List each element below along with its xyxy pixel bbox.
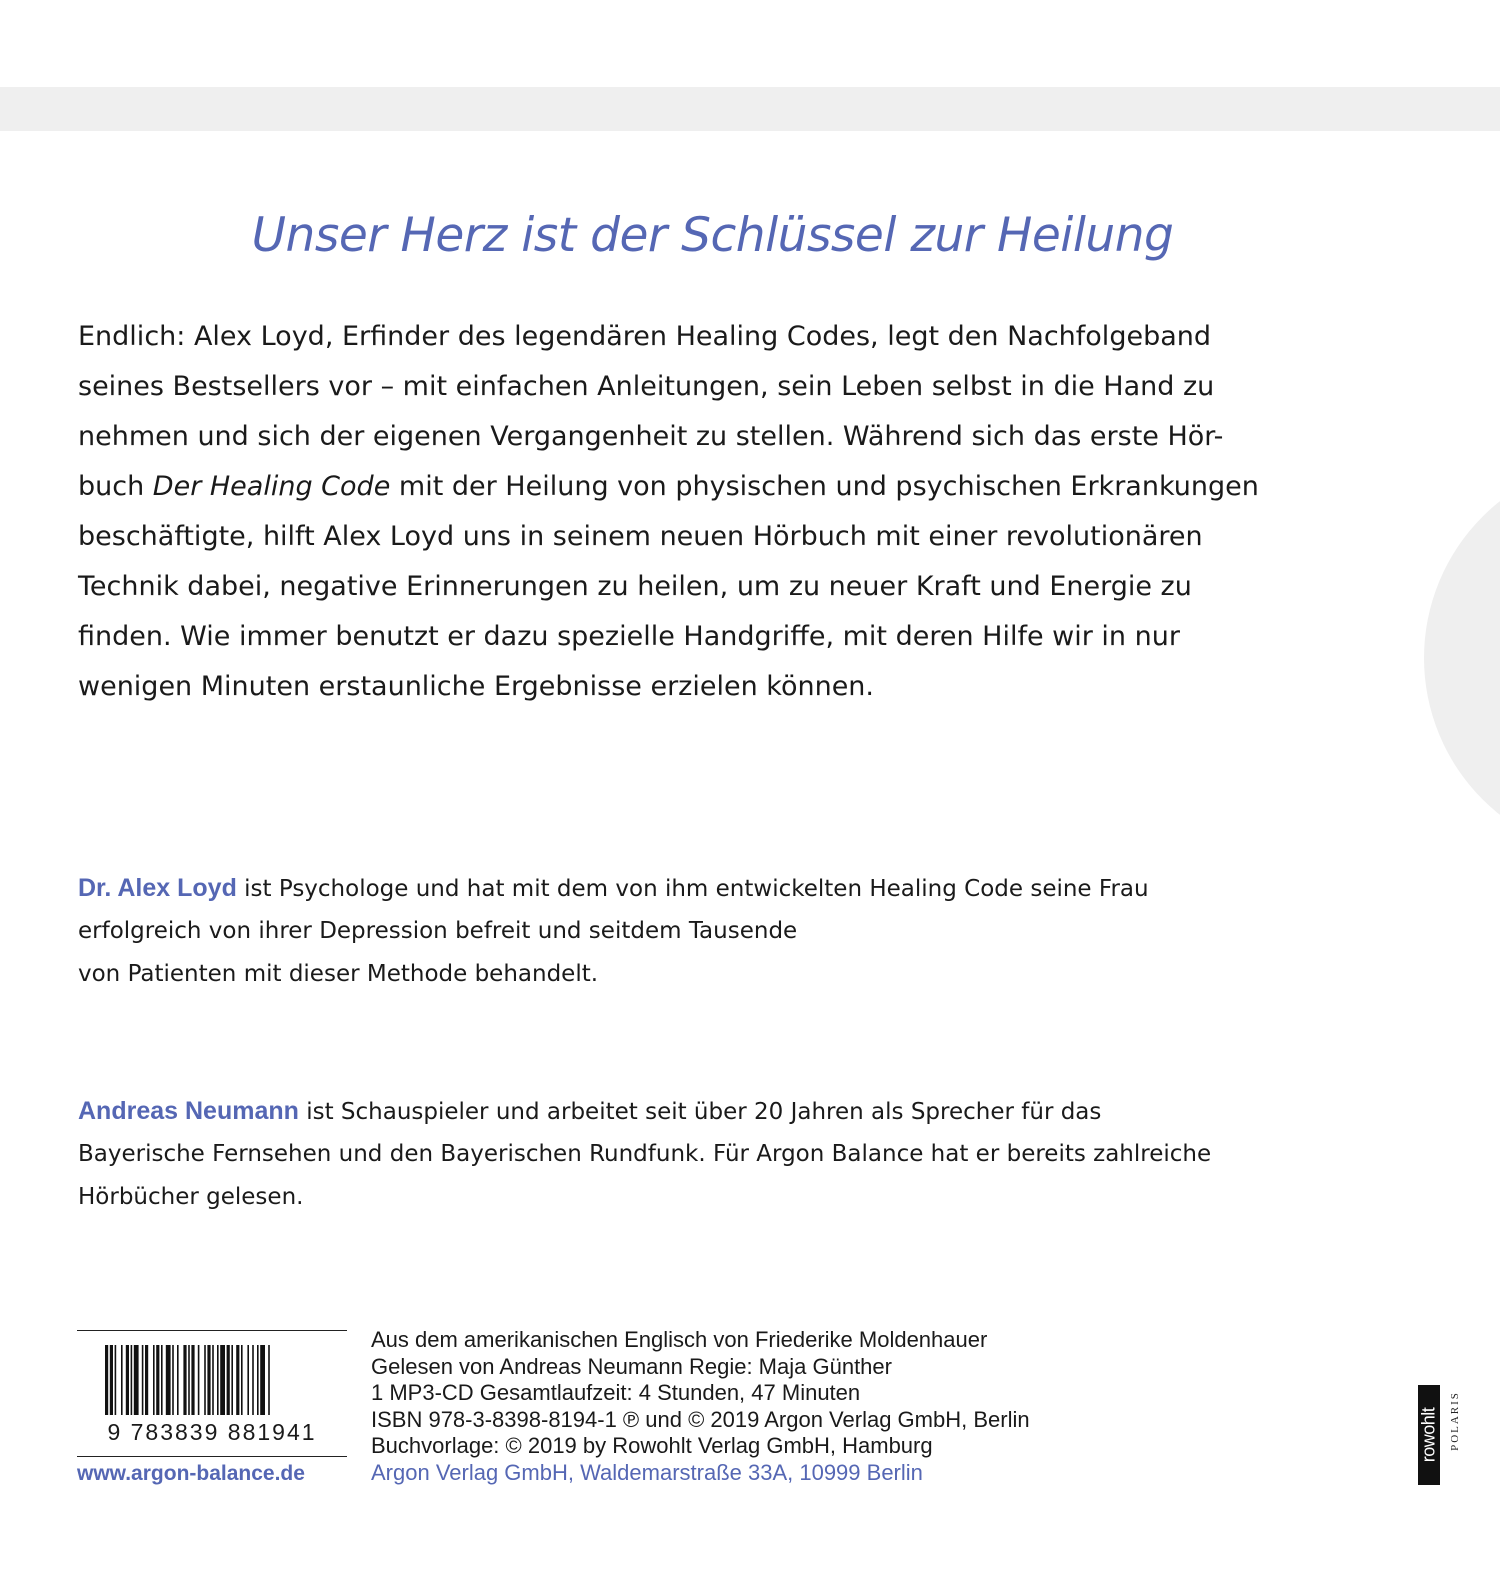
barcode-bar <box>252 1345 254 1415</box>
credit-line: Buchvorlage: © 2019 by Rowohlt Verlag GmbH, Hamburg <box>371 1433 933 1458</box>
blurb-line: seines Bestsellers vor – mit einfachen Anleitungen, sein Leben selbst in die Hand zu <box>78 371 1215 402</box>
publisher-address: Argon Verlag GmbH, Waldemarstraße 33A, 10999 Berlin <box>371 1459 923 1485</box>
bio-line <box>78 867 1378 910</box>
barcode-bar <box>110 1345 113 1415</box>
barcode-bar <box>257 1345 259 1415</box>
barcode-bar <box>217 1345 219 1415</box>
barcode-bar <box>212 1345 214 1415</box>
narrator-name: Andreas Neumann <box>78 1097 299 1125</box>
barcode-bar <box>131 1345 133 1415</box>
bio-line: erfolgreich von ihrer Depression befreit und seitdem Tausende <box>78 918 798 944</box>
blurb-line: Technik dabei, negative Erinnerungen zu heilen, um zu neuer Kraft und Energie zu <box>78 571 1192 602</box>
barcode-bar <box>172 1345 174 1415</box>
barcode-bar <box>241 1345 243 1415</box>
blurb-line: Endlich: Alex Loyd, Erfinder des legendären Healing Codes, legt den Nachfolgeband <box>78 321 1211 352</box>
barcode-bar <box>142 1345 144 1415</box>
barcode-bar <box>153 1345 155 1415</box>
barcode-bar <box>236 1345 239 1415</box>
barcode-bar <box>207 1345 210 1415</box>
barcode-bar <box>166 1345 171 1415</box>
barcode-bar <box>220 1345 225 1415</box>
barcode-bar <box>268 1345 270 1415</box>
bio-line <box>78 1090 1378 1133</box>
barcode-digits: 9 783839 881941 <box>107 1419 317 1445</box>
blurb-line: beschäftigte, hilft Alex Loyd uns in seinem neuen Hörbuch mit einer revolutionären <box>78 521 1203 552</box>
headline: Unser Herz ist der Schlüssel zur Heilung <box>251 208 1174 263</box>
barcode-bar <box>145 1345 148 1415</box>
barcode-bar <box>126 1345 129 1415</box>
bio-line: von Patienten mit dieser Methode behandelt. <box>78 961 599 987</box>
barcode-bar <box>115 1345 117 1415</box>
blurb-line <box>78 462 1378 512</box>
blurb-text: mit der Heilung von physischen und psychischen Erkrankungen <box>390 471 1259 502</box>
barcode <box>77 1330 347 1457</box>
barcode-bar <box>260 1345 265 1415</box>
credit-line: ISBN 978-3-8398-8194-1 ℗ und © 2019 Argon Verlag GmbH, Berlin <box>371 1406 1030 1432</box>
top-grey-band <box>0 87 1500 131</box>
publisher-logo <box>1418 1385 1470 1485</box>
bio-text: ist Schauspieler und arbeitet seit über 20 Jahren als Sprecher für das <box>298 1099 1102 1125</box>
blurb-line: nehmen und sich der eigenen Vergangenheit zu stellen. Während sich das erste Hör- <box>78 421 1224 452</box>
barcode-bar <box>134 1345 139 1415</box>
website-link[interactable]: www.argon-balance.de <box>77 1462 305 1485</box>
barcode-bar <box>121 1345 123 1415</box>
bio-text: ist Psychologe und hat mit dem von ihm entwickelten Healing Code seine Frau <box>236 876 1149 902</box>
barcode-bar <box>161 1345 163 1415</box>
credits-block <box>371 1327 1030 1486</box>
barcode-bar <box>156 1345 159 1415</box>
blurb-text: buch <box>78 471 153 502</box>
author-name: Dr. Alex Loyd <box>78 874 237 902</box>
book-title-italic: Der Healing Code <box>152 471 391 502</box>
barcode-bar <box>227 1345 230 1415</box>
bio-line: Bayerische Fernsehen und den Bayerischen Rundfunk. Für Argon Balance hat er bereits zahlreiche <box>78 1141 1212 1167</box>
credit-line: Gelesen von Andreas Neumann Regie: Maja Günther <box>371 1353 892 1379</box>
publisher-imprint: POLARIS <box>1449 1391 1461 1451</box>
barcode-bar <box>188 1345 190 1415</box>
cd-disc-edge <box>1424 458 1500 858</box>
credit-line: 1 MP3-CD Gesamtlaufzeit: 4 Stunden, 47 Minuten <box>371 1380 861 1405</box>
blurb-line: wenigen Minuten erstaunliche Ergebnisse erzielen können. <box>78 671 874 702</box>
narrator-bio <box>78 1090 1378 1219</box>
barcode-bar <box>183 1345 186 1415</box>
barcode-bar <box>177 1345 179 1415</box>
barcode-bars <box>77 1345 347 1415</box>
bio-line: Hörbücher gelesen. <box>78 1184 304 1210</box>
barcode-bar <box>105 1345 108 1415</box>
barcode-bar <box>247 1345 249 1415</box>
publisher-logo-text: rowohlt <box>1418 1407 1439 1463</box>
barcode-bar <box>231 1345 233 1415</box>
blurb-line: finden. Wie immer benutzt er dazu spezielle Handgriffe, mit deren Hilfe wir in nur <box>78 621 1180 652</box>
credit-line: Aus dem amerikanischen Englisch von Friederike Moldenhauer <box>371 1327 988 1352</box>
author-bio <box>78 867 1378 996</box>
barcode-bar <box>198 1345 200 1415</box>
barcode-bar <box>204 1345 206 1415</box>
blurb-paragraph <box>78 312 1378 712</box>
barcode-bar <box>191 1345 194 1415</box>
